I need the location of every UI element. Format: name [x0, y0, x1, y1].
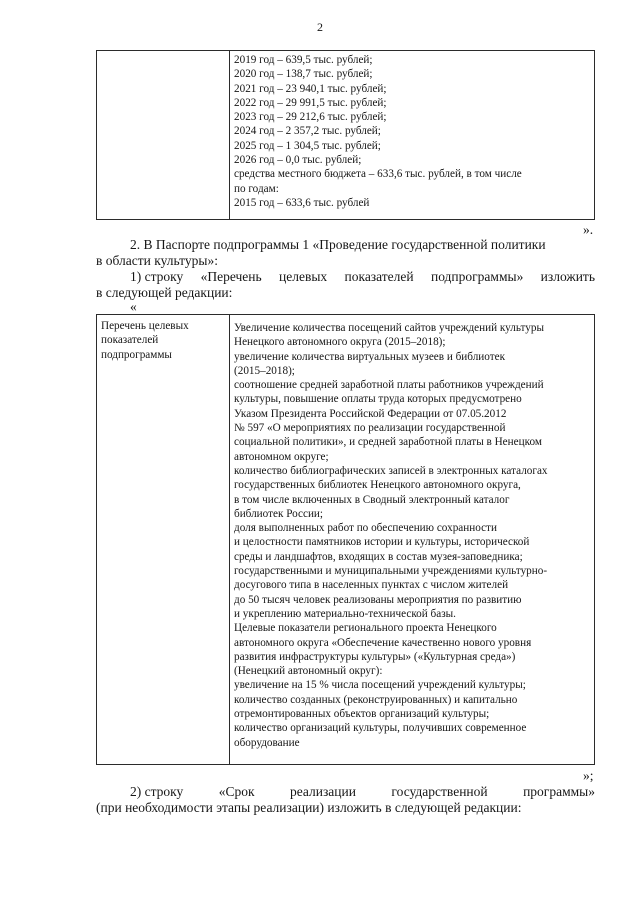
- text-line: Целевые показатели регионального проекта Ненецкого: [234, 622, 497, 635]
- item-1-line-1: [130, 269, 595, 285]
- text-line: доля выполненных работ по обеспечению сохранности: [234, 522, 497, 535]
- item-1-word: показателей: [344, 269, 414, 284]
- item-2-word: 2) строку: [130, 784, 184, 799]
- item-1-word: целевых: [279, 269, 328, 284]
- item-1-word: 1) строку: [130, 269, 184, 284]
- text-line: средства местного бюджета – 633,6 тыс. рублей, в том числе: [234, 168, 522, 181]
- indicators-label-cell: [97, 315, 230, 765]
- text-line: и целостности памятников истории и культуры, исторической: [234, 536, 530, 549]
- funding-lines: [234, 53, 590, 210]
- item-2-line-2: (при необходимости этапы реализации) изложить в следующей редакции:: [96, 800, 522, 815]
- text-line: до 50 тысяч человек реализованы мероприятия по развитию: [234, 593, 522, 606]
- text-line: по годам:: [234, 182, 279, 195]
- funding-table: [96, 50, 595, 220]
- text-line: соотношение средней заработной платы работников учреждений: [234, 379, 544, 392]
- paragraph-2-line-2: в области культуры»:: [96, 253, 218, 268]
- page-number: 2: [317, 20, 323, 34]
- text-line: государственных библиотек Ненецкого автономного округа,: [234, 479, 521, 492]
- text-line: 2020 год – 138,7 тыс. рублей;: [234, 68, 373, 81]
- text-line: досугового типа в населенных пунктах с числом жителей: [234, 579, 509, 592]
- item-2-line-1: [130, 784, 595, 800]
- text-line: социальной политики», и средней заработной платы в Ненецком: [234, 436, 542, 449]
- text-line: количество организаций культуры, получивших современное: [234, 722, 527, 735]
- item-2-word: государственной: [391, 784, 488, 799]
- indicators-closing-mark: »;: [583, 768, 594, 783]
- text-line: автономного округа «Обеспечение качественно нового уровня: [234, 636, 532, 649]
- text-line: Увеличение количества посещений сайтов учреждений культуры: [234, 322, 544, 334]
- text-line: (2015–2018);: [234, 364, 295, 377]
- text-line: Указом Президента Российской Федерации от 07.05.2012: [234, 407, 507, 420]
- text-line: 2026 год – 0,0 тыс. рублей;: [234, 154, 362, 167]
- indicators-values-cell: [230, 315, 595, 765]
- text-line: 2024 год – 2 357,2 тыс. рублей;: [234, 125, 381, 138]
- item-2-word: реализации: [290, 784, 356, 799]
- text-line: № 597 «О мероприятиях по реализации государственной: [234, 422, 506, 435]
- text-line: Ненецкого автономного округа (2015–2018);: [234, 336, 446, 349]
- item-2-word: программы»: [523, 784, 595, 799]
- text-line: (Ненецкий автономный округ):: [234, 665, 383, 678]
- text-line: среды и ландшафтов, входящих в состав музея-заповедника;: [234, 550, 523, 563]
- text-line: автономном округе;: [234, 450, 329, 463]
- text-line: 2023 год – 29 212,6 тыс. рублей;: [234, 111, 387, 124]
- text-line: развития инфраструктуры культуры» («Культурная среда»): [234, 650, 516, 663]
- text-line: и укреплению материально-технической базы.: [234, 607, 456, 620]
- text-line: количество библиографических записей в электронных каталогах: [234, 464, 548, 477]
- text-line: оборудование: [234, 736, 300, 749]
- item-1-word: подпрограммы»: [430, 269, 524, 284]
- item-1-line-2: в следующей редакции:: [96, 285, 233, 300]
- indicators-table: [96, 314, 595, 765]
- text-line: государственными и муниципальными учреждениями культурно-: [234, 565, 548, 578]
- text-line: 2025 год – 1 304,5 тыс. рублей;: [234, 139, 381, 152]
- indicator-lines: [234, 321, 590, 750]
- text-line: культуры, повышение оплаты труда которых предусмотрено: [234, 393, 522, 406]
- opening-quote: «: [130, 299, 137, 314]
- text-line: количество созданных (реконструированных) и капитально: [234, 693, 518, 706]
- text-line: 2022 год – 29 991,5 тыс. рублей;: [234, 96, 387, 109]
- indicators-label: Перечень целевых показателей подпрограммы: [101, 320, 189, 361]
- paragraph-2-line-1: 2. В Паспорте подпрограммы 1 «Проведение государственной политики: [130, 237, 546, 252]
- text-line: 2019 год – 639,5 тыс. рублей;: [234, 54, 373, 66]
- item-1-word: изложить: [540, 269, 595, 284]
- item-2-word: «Срок: [218, 784, 255, 799]
- text-line: 2015 год – 633,6 тыс. рублей: [234, 196, 370, 209]
- funding-values-cell: [230, 51, 595, 220]
- text-line: 2021 год – 23 940,1 тыс. рублей;: [234, 82, 387, 95]
- text-line: увеличение на 15 % числа посещений учреждений культуры;: [234, 679, 526, 692]
- item-1-word: «Перечень: [200, 269, 262, 284]
- funding-label-cell: [97, 51, 230, 220]
- funding-closing-mark: ».: [583, 222, 594, 237]
- text-line: в том числе включенных в Сводный электронный каталог: [234, 493, 510, 506]
- text-line: увеличение количества виртуальных музеев и библиотек: [234, 350, 506, 363]
- text-line: отремонтированных объектов организаций культуры;: [234, 708, 490, 721]
- text-line: библиотек России;: [234, 507, 324, 520]
